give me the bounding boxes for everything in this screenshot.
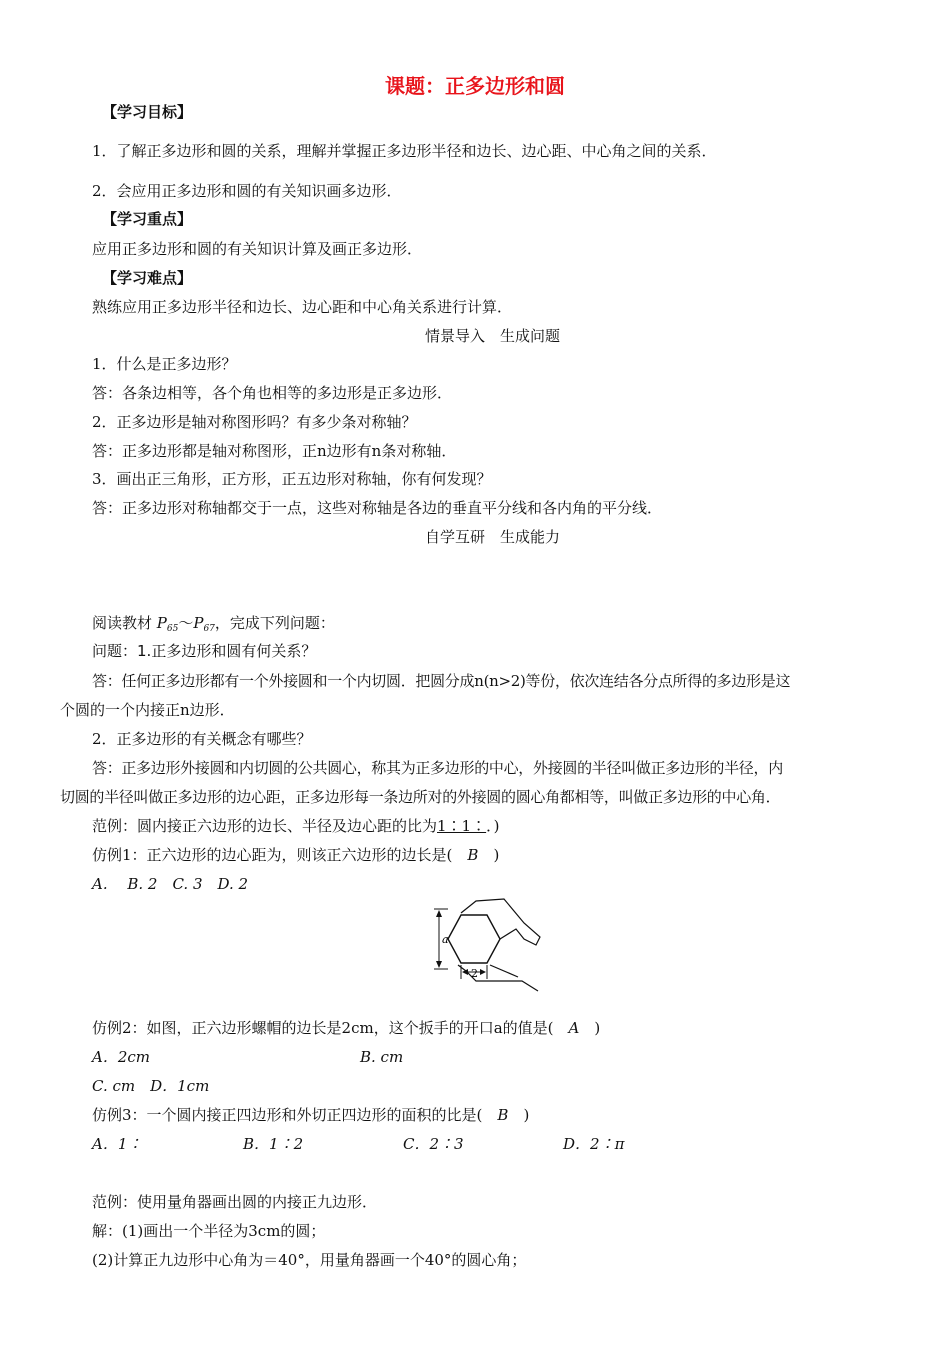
wrench-hexagon-figure [428, 893, 548, 997]
question-prefix: 问题： [92, 642, 138, 660]
label-2: 2 [471, 967, 478, 980]
imitate-2-option-a: A．2cm [92, 1048, 151, 1066]
reading-pre: 阅读教材 [92, 614, 153, 632]
answer-relation-line2: 个圆的一个内接正n边形． [60, 701, 235, 719]
imitate-3 [92, 1106, 529, 1124]
question-relation-text: 1.正多边形和圆有何关系？ [137, 642, 317, 660]
imitate-3-option-d: D．2∶π [563, 1135, 625, 1153]
wrench-inner-edge [490, 965, 518, 977]
imitate-3-option-a: A．1∶ [92, 1135, 143, 1153]
objectives-heading: 【学习目标】 [102, 103, 193, 121]
imitate-2-text: 仿例2：如图，正六边形螺帽的边长是2cm，这个扳手的开口a的值是( [92, 1019, 569, 1037]
page-ref-end: P [193, 614, 204, 632]
reading-instruction [92, 614, 335, 638]
imitate-3-text: 仿例3：一个圆内接正四边形和外切正四边形的面积的比是( [92, 1106, 498, 1124]
answer-concepts-line2: 切圆的半径叫做正多边形的边心距，正多边形每一条边所对的外接圆的圆心角都相等，叫做正多边形的中心角． [60, 788, 781, 806]
solution-step-2: (2)计算正九边形中心角为＝40°，用量角器画一个40°的圆心角； [92, 1251, 527, 1269]
wrench-upper-jaw [461, 899, 540, 945]
imitate-1-text: 仿例1：正六边形的边心距为，则该正六边形的边长是( [92, 846, 468, 864]
example-1-tail: ．) [486, 817, 500, 835]
objective-2: 2．会应用正多边形和圆的有关知识画多边形． [92, 182, 402, 200]
page-ref-start-sub: 65 [166, 624, 179, 634]
imitate-2-option-b: B. cm [360, 1048, 404, 1066]
label-a: a [442, 933, 449, 946]
example-1 [92, 817, 499, 835]
imitate-1 [92, 846, 499, 864]
imitate-1-answer: B [467, 846, 479, 864]
question-1: 1．什么是正多边形？ [92, 355, 237, 373]
example-2: 范例：使用量角器画出圆的内接正九边形． [92, 1193, 378, 1211]
imitate-1-close: ) [478, 846, 500, 864]
wrench-hexagon-svg [428, 893, 548, 993]
imitate-2-answer: A [568, 1019, 580, 1037]
imitate-3-option-b: B．1∶2 [243, 1135, 304, 1153]
answer-3: 答：正多边形对称轴都交于一点，这些对称轴是各边的垂直平分线和各内角的平分线． [92, 499, 663, 517]
question-relation [92, 642, 316, 660]
page-ref-start: P [156, 614, 167, 632]
imitate-2-close: ) [579, 1019, 601, 1037]
imitate-3-option-c: C．2∶3 [403, 1135, 464, 1153]
question-2: 2．正多边形是轴对称图形吗？有多少条对称轴？ [92, 413, 417, 431]
dimension-a-arrow-down [436, 961, 442, 968]
page-title: 课题：正多边形和圆 [385, 74, 565, 98]
hexagon-shape [448, 915, 500, 963]
solution-step-1: 解：(1)画出一个半径为3cm的圆； [92, 1222, 326, 1240]
question-concepts: 2．正多边形的有关概念有哪些？ [92, 730, 312, 748]
difficulties-text: 熟练应用正多边形半径和边长、边心距和中心角关系进行计算． [92, 298, 513, 316]
imitate-3-answer: B [497, 1106, 509, 1124]
answer-concepts-line1: 答：正多边形外接圆和内切圆的公共圆心，称其为正多边形的中心，外接圆的半径叫做正多边形的半径，内 [92, 759, 783, 777]
example-1-ratio: 1∶1∶ [437, 817, 487, 835]
imitate-1-options: A. B. 2 C. 3 D. 2 [92, 875, 249, 893]
dimension-a-arrow-up [436, 910, 442, 917]
answer-relation-line1: 答：任何正多边形都有一个外接圆和一个内切圆．把圆分成n(n>2)等份，依次连结各分点所得的多边形是这 [92, 672, 791, 690]
objective-1: 1．了解正多边形和圆的关系，理解并掌握正多边形半径和边长、边心距、中心角之间的关系． [92, 142, 717, 160]
answer-1: 答：各条边相等，各个角也相等的多边形是正多边形． [92, 384, 453, 402]
answer-2: 答：正多边形都是轴对称图形，正n边形有n条对称轴． [92, 442, 457, 460]
section2-heading: 自学互研 生成能力 [424, 528, 560, 546]
section1-heading: 情景导入 生成问题 [424, 327, 560, 345]
question-3: 3．画出正三角形，正方形，正五边形对称轴，你有何发现？ [92, 470, 492, 488]
page-ref-end-sub: 67 [203, 624, 215, 634]
imitate-2 [92, 1019, 600, 1037]
difficulties-heading: 【学习难点】 [102, 269, 193, 287]
dimension-2-arrow-right [480, 969, 486, 975]
imitate-2-options-cd: C. cm D．1cm [92, 1077, 210, 1095]
key-points-text: 应用正多边形和圆的有关知识计算及画正多边形． [92, 240, 423, 258]
reading-post: ，完成下列问题： [214, 614, 335, 632]
key-points-heading: 【学习重点】 [102, 210, 193, 228]
page-ref-tilde: ～ [178, 614, 194, 632]
imitate-3-close: ) [508, 1106, 530, 1124]
example-1-text: 范例：圆内接正六边形的边长、半径及边心距的比为 [92, 817, 438, 835]
